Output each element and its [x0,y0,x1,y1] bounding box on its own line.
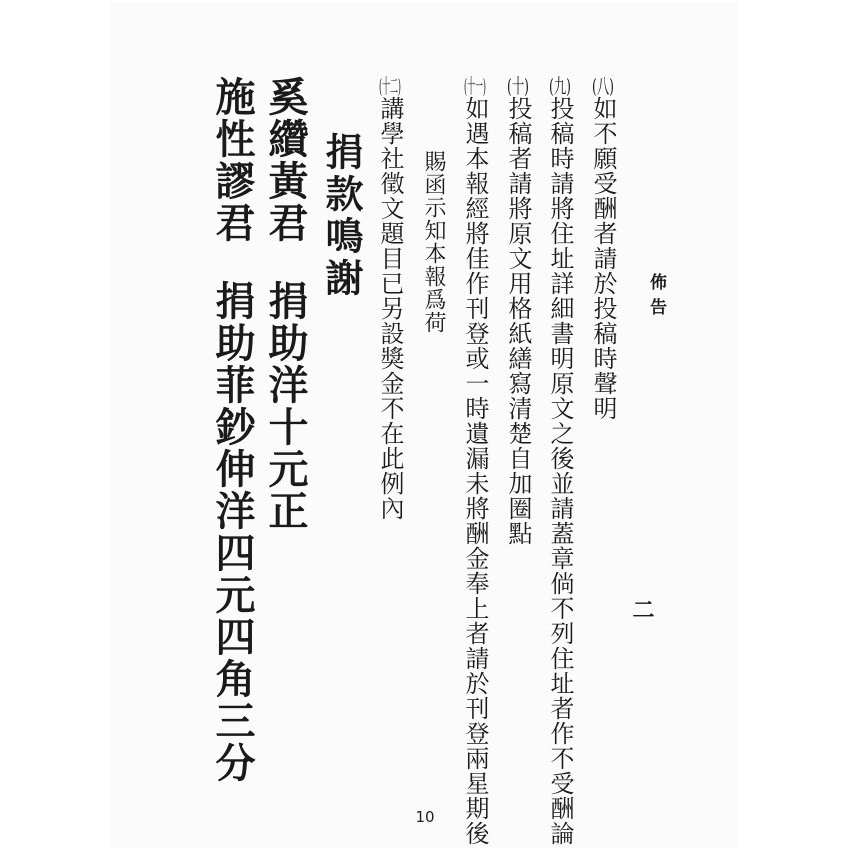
notice-item-8 [591,76,615,421]
notice-text: 如遇本報經將佳作刊登或一時遺漏未將酬金奉上者請於刊登兩星期後 [461,96,489,846]
donation-amount: 捐助菲鈔伸洋四元四角三分 [209,280,256,784]
notice-number: (十二) [379,76,401,96]
notice-item-9 [548,76,572,846]
donation-amount: 捐助洋十元正 [262,280,309,532]
notice-text: 講學社徵文題目已另設獎金不在此例內 [376,96,404,521]
notice-item-10 [506,76,530,546]
page-side-mark: 二 [629,598,655,620]
section-header: 佈告 [646,273,666,323]
notice-number: (八) [592,76,614,96]
notice-text: 如不願受酬者請於投稿時聲明 [589,96,617,421]
donation-title: 捐款鳴謝 [319,132,364,300]
notice-number: (十一) [464,76,486,96]
donor-name: 施性謬君 [209,76,256,244]
notice-text: 投稿者請將原文用格紙繕寫清楚自加圈點 [504,96,532,546]
notice-item-11-continuation: 賜函示知本報爲荷 [421,150,446,334]
notice-item-11 [463,76,487,846]
book-page [110,2,738,848]
notice-text: 投稿時請將住址詳細書明原文之後並請蓋章倘不列住址者作不受酬論 [546,96,574,846]
notice-item-12 [378,76,402,521]
page-number: 10 [415,808,435,826]
donor-entry [209,76,256,784]
donor-name: 奚纘黃君 [262,76,309,244]
notice-number: (九) [549,76,571,96]
notice-number: (十) [507,76,529,96]
donor-entry [262,76,309,532]
